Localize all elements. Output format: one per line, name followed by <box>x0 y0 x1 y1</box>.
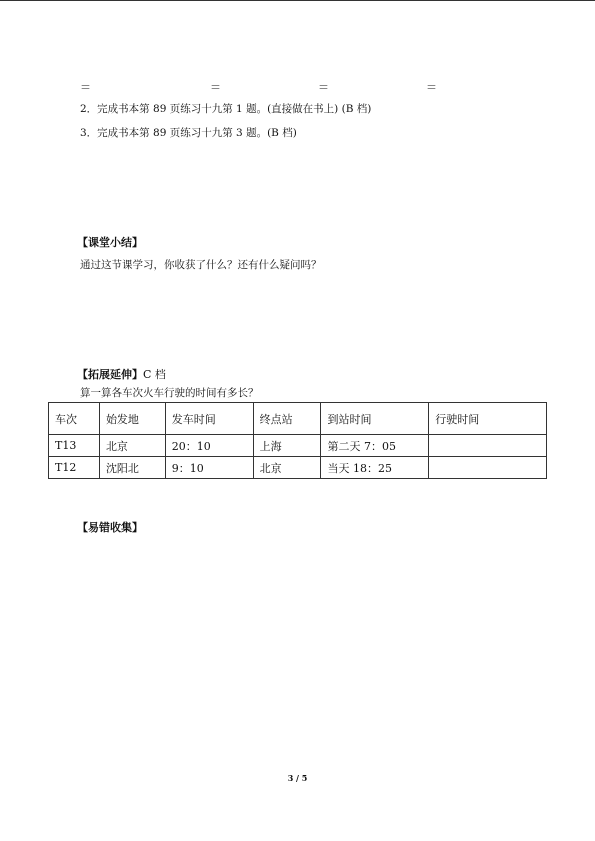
train-schedule-table <box>48 402 547 479</box>
table-cell: 北京 <box>99 435 165 457</box>
summary-question: 通过这节课学习，你收获了什么？还有什么疑问吗？ <box>80 259 322 271</box>
equals-sign: ＝ <box>426 81 437 94</box>
table-cell: 沈阳北 <box>99 457 165 479</box>
table-header-cell: 到站时间 <box>321 403 429 435</box>
table-header-cell: 终点站 <box>253 403 321 435</box>
table-cell: 北京 <box>253 457 321 479</box>
answer-cell[interactable] <box>429 457 547 479</box>
table-header-cell: 车次 <box>49 403 100 435</box>
exercise-3: 3．完成书本第 89 页练习十九第 3 题。(B 档) <box>80 127 297 139</box>
table-cell: 上海 <box>253 435 321 457</box>
mistakes-heading: 【易错收集】 <box>77 521 143 534</box>
table-cell: 20：10 <box>165 435 253 457</box>
table-cell: T12 <box>49 457 100 479</box>
table-cell: 当天 18：25 <box>321 457 429 479</box>
summary-heading: 【课堂小结】 <box>77 236 143 249</box>
equals-sign: ＝ <box>210 81 221 94</box>
table-row <box>49 457 547 479</box>
extension-prompt: 算一算各车次火车行驶的时间有多长？ <box>80 387 259 399</box>
extension-heading: 【拓展延伸】 <box>77 368 143 381</box>
table-header-cell: 行驶时间 <box>429 403 547 435</box>
table-header-cell: 发车时间 <box>165 403 253 435</box>
table-cell: 9：10 <box>165 457 253 479</box>
table-cell: T13 <box>49 435 100 457</box>
equals-sign: ＝ <box>80 81 91 94</box>
page-number: 3 / 5 <box>287 773 308 783</box>
extension-level: C 档 <box>143 368 166 381</box>
table-cell: 第二天 7：05 <box>321 435 429 457</box>
table-header-row <box>49 403 547 435</box>
answer-cell[interactable] <box>429 435 547 457</box>
exercise-2: 2．完成书本第 89 页练习十九第 1 题。(直接做在书上) (B 档) <box>80 103 372 115</box>
table-header-cell: 始发地 <box>99 403 165 435</box>
equals-sign: ＝ <box>318 81 329 94</box>
table-row <box>49 435 547 457</box>
extension-heading-line <box>77 366 166 382</box>
page-top-border <box>0 0 595 1</box>
